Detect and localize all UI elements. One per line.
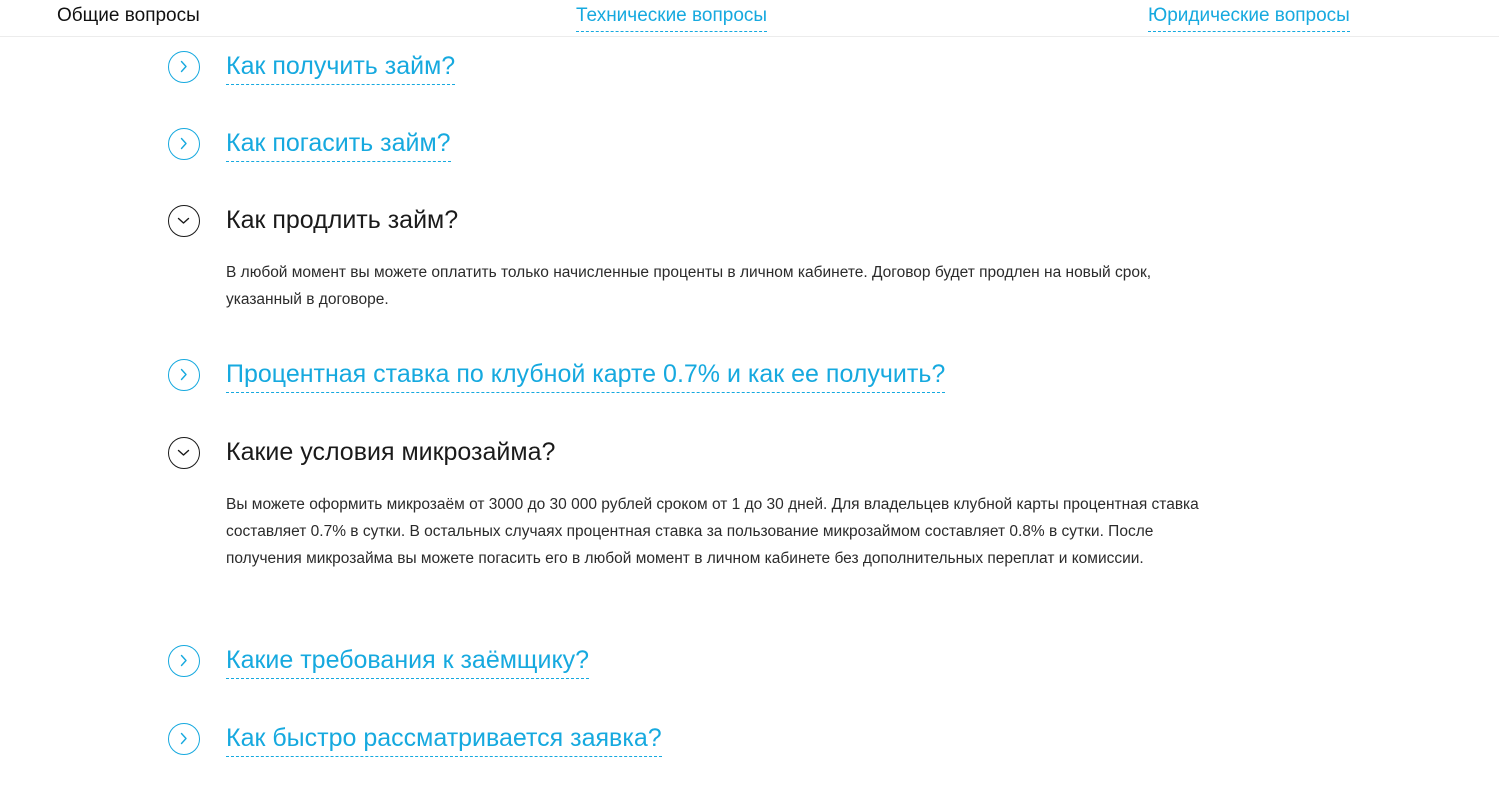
faq-question-row[interactable]: [168, 644, 1228, 678]
faq-question-title[interactable]: Какие требования к заёмщику?: [226, 644, 589, 679]
faq-answer-text: В любой момент вы можете оплатить только начисленные проценты в личном кабинете. Договор будет продлен на новый срок, указанный в договоре.: [226, 264, 1152, 308]
faq-question-title[interactable]: Как продлить займ?: [226, 206, 459, 234]
tab-legal-questions[interactable]: Юридические вопросы: [1148, 4, 1350, 32]
faq-category-tabs: [0, 0, 1499, 37]
faq-question-row[interactable]: [168, 358, 1228, 392]
faq-question-row[interactable]: [168, 722, 1228, 756]
faq-question-row[interactable]: [168, 204, 1228, 238]
faq-question-row[interactable]: [168, 50, 1228, 84]
faq-item: [168, 50, 1228, 84]
faq-question-row[interactable]: [168, 436, 1228, 470]
faq-item: [168, 722, 1228, 756]
faq-answer-text: Вы можете оформить микрозаём от 3000 до 30 000 рублей сроком от 1 до 30 дней. Для владельцев клубной карты процентная ставка составляет 0.7% в сутки. В остальных случаях процентная ставка за пользование микрозаймом составляет 0.8% в сутки. После получения микрозайма вы можете погасить его в любой момент в личном кабинете без дополнительных переплат и комиссии.: [226, 496, 1199, 567]
faq-question-title[interactable]: Как быстро рассматривается заявка?: [226, 722, 662, 757]
faq-item: [168, 358, 1228, 392]
faq-question-title[interactable]: Процентная ставка по клубной карте 0.7% и как ее получить?: [226, 358, 945, 393]
faq-question-row[interactable]: [168, 127, 1228, 161]
faq-question-title[interactable]: Как получить займ?: [226, 50, 455, 85]
faq-item: [168, 644, 1228, 678]
faq-item: [168, 127, 1228, 161]
tab-technical-questions[interactable]: Технические вопросы: [576, 4, 767, 32]
chevron-right-icon[interactable]: [168, 128, 200, 160]
faq-item-expanded: [168, 204, 1228, 308]
chevron-down-icon[interactable]: [168, 205, 200, 237]
chevron-right-icon[interactable]: [168, 51, 200, 83]
chevron-down-icon[interactable]: [168, 437, 200, 469]
faq-item-expanded: [168, 436, 1228, 567]
chevron-right-icon[interactable]: [168, 359, 200, 391]
chevron-right-icon[interactable]: [168, 723, 200, 755]
tab-general-questions[interactable]: Общие вопросы: [57, 5, 200, 26]
faq-question-title[interactable]: Как погасить займ?: [226, 127, 451, 162]
chevron-right-icon[interactable]: [168, 645, 200, 677]
faq-question-title[interactable]: Какие условия микрозайма?: [226, 438, 556, 466]
